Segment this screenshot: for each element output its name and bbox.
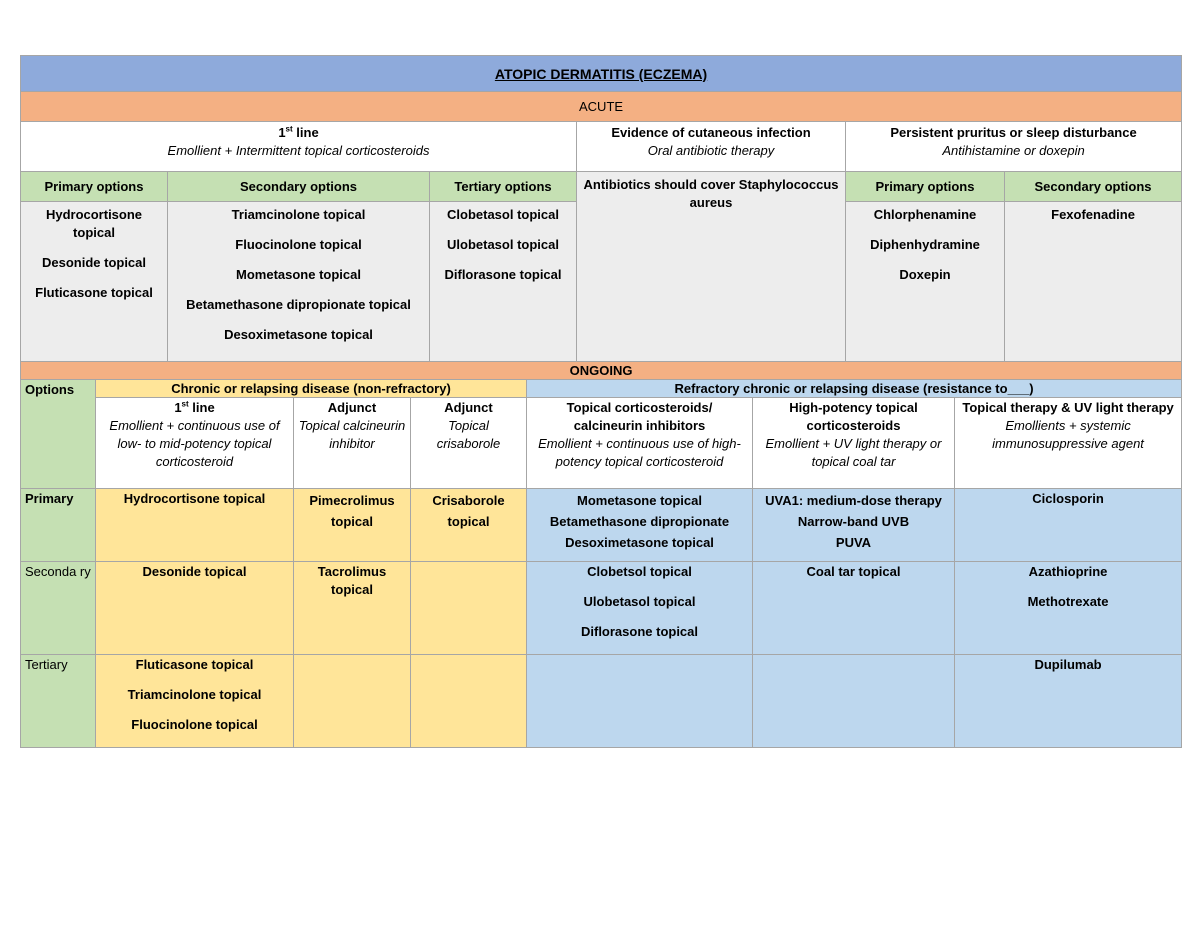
table-cell: Azathioprine Methotrexate: [955, 562, 1182, 655]
pruritus-secondary-options-header: Secondary options: [1005, 172, 1182, 202]
pruritus-primary-options-header: Primary options: [846, 172, 1005, 202]
non-refractory-header: Chronic or relapsing disease (non-refractory): [96, 380, 527, 398]
table-cell: Tacrolimus topical: [294, 562, 411, 655]
list-item: Fexofenadine: [1051, 207, 1135, 222]
list-item: Betamethasone dipropionate topical: [186, 297, 411, 312]
list-item: Clobetasol topical: [447, 207, 559, 222]
list-item: Desoximetasone topical: [224, 327, 373, 342]
list-item: Triamcinolone topical: [231, 207, 366, 222]
table-row: [21, 655, 1182, 748]
acute-primary-options-header: Primary options: [21, 172, 168, 202]
list-item: Desonide topical: [41, 255, 147, 270]
adjunct-calcineurin-column: Adjunct Topical calcineurin inhibitor: [294, 398, 411, 489]
ongoing-header: ONGOING: [21, 362, 1182, 380]
row-label-tertiary: Tertiary: [21, 655, 96, 748]
infection-header: Evidence of cutaneous infection Oral antibiotic therapy: [577, 122, 846, 172]
table-row: [21, 489, 1182, 562]
table-cell: Ciclosporin: [955, 489, 1182, 562]
acute-primary-drug-list: [21, 202, 168, 362]
eczema-treatment-sheet: [20, 55, 1181, 748]
refractory-uv-column: Topical therapy & UV light therapy Emollients + systemic immunosuppressive agent: [955, 398, 1182, 489]
acute-first-line-header: 1st line Emollient + Intermittent topical corticosteroids: [21, 122, 577, 172]
table-cell: Dupilumab: [955, 655, 1182, 748]
table-cell: Crisaborole topical: [411, 489, 527, 562]
acute-secondary-options-header: Secondary options: [168, 172, 430, 202]
refractory-tcs-column: Topical corticosteroids/ calcineurin inhibitors Emollient + continuous use of high-potency topical corticosteroid: [527, 398, 753, 489]
ongoing-table: [20, 361, 1182, 748]
list-item: Mometasone topical: [236, 267, 361, 282]
table-cell: Desonide topical: [96, 562, 294, 655]
list-item: Doxepin: [899, 267, 951, 282]
table-cell: [527, 655, 753, 748]
table-cell: [294, 655, 411, 748]
acute-header: ACUTE: [21, 92, 1182, 122]
antibiotic-note: Antibiotics should cover Staphylococcus aureus: [577, 172, 846, 362]
options-label: Options: [21, 380, 96, 489]
list-item: Chlorphenamine: [873, 207, 977, 222]
list-item: Diphenhydramine: [870, 237, 980, 252]
adjunct-crisaborole-column: Adjunct Topical crisaborole: [411, 398, 527, 489]
table-cell: [411, 562, 527, 655]
list-item: Ulobetasol topical: [447, 237, 559, 252]
table-cell: Pimecrolimus topical: [294, 489, 411, 562]
table-cell: Fluticasone topical Triamcinolone topical Fluocinolone topical: [96, 655, 294, 748]
list-item: Hydrocortisone topical: [45, 207, 143, 240]
refractory-high-potency-column: High-potency topical corticosteroids Emollient + UV light therapy or topical coal tar: [753, 398, 955, 489]
refractory-header: Refractory chronic or relapsing disease (resistance to___): [527, 380, 1182, 398]
acute-tertiary-options-header: Tertiary options: [430, 172, 577, 202]
acute-first-line-desc: Emollient + Intermittent topical corticosteroids: [167, 143, 430, 158]
table-cell: [411, 655, 527, 748]
acute-secondary-drug-list: [168, 202, 430, 362]
list-item: Fluocinolone topical: [235, 237, 362, 252]
list-item: Fluticasone topical: [35, 285, 153, 300]
pruritus-secondary-drug-list: [1005, 202, 1182, 362]
table-cell: UVA1: medium-dose therapy Narrow-band UVB PUVA: [753, 489, 955, 562]
table-cell: Hydrocortisone topical: [96, 489, 294, 562]
row-label-secondary: Seconda ry: [21, 562, 96, 655]
acute-table: [20, 55, 1182, 362]
ongoing-first-line-column: 1st line Emollient + continuous use of low- to mid-potency topical corticosteroid: [96, 398, 294, 489]
list-item: Diflorasone topical: [444, 267, 562, 282]
table-cell: Coal tar topical: [753, 562, 955, 655]
pruritus-primary-drug-list: [846, 202, 1005, 362]
table-cell: Clobetsol topical Ulobetasol topical Diflorasone topical: [527, 562, 753, 655]
acute-tertiary-drug-list: [430, 202, 577, 362]
pruritus-header: Persistent pruritus or sleep disturbance Antihistamine or doxepin: [846, 122, 1182, 172]
table-cell: Mometasone topical Betamethasone dipropionate Desoximetasone topical: [527, 489, 753, 562]
table-cell: [753, 655, 955, 748]
row-label-primary: Primary: [21, 489, 96, 562]
page-title: ATOPIC DERMATITIS (ECZEMA): [21, 56, 1182, 92]
table-row: [21, 562, 1182, 655]
